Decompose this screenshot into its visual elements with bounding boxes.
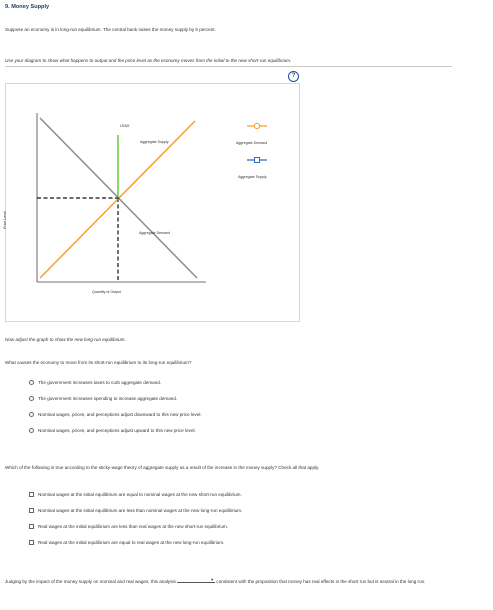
checkbox[interactable]: [29, 508, 34, 513]
adjust-instruction: Now adjust the graph to show the new long-run equilibrium.: [5, 337, 126, 342]
divider: [5, 66, 452, 67]
causes-option[interactable]: Nominal wages, prices, and perceptions adjust upward to this new price level.: [29, 428, 196, 433]
judging-question: Judging by the impact of the money supply on nominal and real wages, this analysis ▼ consistent with the proposition that money has real effects in the short run but is neutral in the long run.: [5, 577, 426, 584]
lras-label: LRAS: [120, 124, 130, 128]
checkbox[interactable]: [29, 524, 34, 529]
demand-label: Aggregate Demand: [139, 231, 171, 235]
radio-button[interactable]: [29, 428, 34, 433]
y-axis-label: Price Level: [2, 211, 7, 229]
sticky-option[interactable]: Nominal wages at the initial equilibrium are equal to nominal wages at the new short-run equilibrium.: [29, 492, 242, 497]
sticky-option[interactable]: Nominal wages at the initial equilibrium are less than nominal wages at the new long-run equilibrium.: [29, 508, 242, 513]
page-title: 9. Money Supply: [5, 4, 50, 10]
graph-instruction: Use your diagram to show what happens to output and the price level as the economy moves from the initial to the new short-run equilibrium.: [5, 58, 292, 63]
causes-option[interactable]: The government increases taxes to curb aggregate demand.: [29, 380, 161, 385]
graph-canvas[interactable]: [6, 84, 299, 321]
equilibrium-point-icon: +: [115, 196, 121, 202]
help-circle-icon[interactable]: ?: [288, 71, 299, 82]
sticky-option[interactable]: Real wages at the initial equilibrium are equal to real wages at the new long-run equilibrium.: [29, 540, 224, 545]
sticky-option[interactable]: Real wages at the initial equilibrium are less than real wages at the new short-run equilibrium.: [29, 524, 228, 529]
radio-button[interactable]: [29, 412, 34, 417]
radio-button[interactable]: [29, 380, 34, 385]
legend-demand-label: Aggregate Demand: [236, 141, 268, 145]
graph-panel[interactable]: [2, 83, 300, 322]
square-marker-icon[interactable]: [255, 158, 260, 163]
causes-option[interactable]: Nominal wages, prices, and perceptions adjust downward to this new price level.: [29, 412, 202, 417]
circle-marker-icon[interactable]: [254, 123, 259, 128]
causes-option[interactable]: The government increases spending to increase aggregate demand.: [29, 396, 177, 401]
chevron-down-icon[interactable]: ▼: [210, 577, 215, 582]
supply-label: Aggregate Supply: [140, 140, 169, 144]
x-axis-label: Quantity of Output: [92, 290, 122, 294]
sticky-wage-question: Which of the following is true according to the sticky-wage theory of aggregate supply as a result of the increase in the money supply? Check all that apply.: [5, 465, 320, 470]
radio-button[interactable]: [29, 396, 34, 401]
judging-dropdown[interactable]: [177, 577, 215, 583]
problem-intro: Suppose an economy is in long-run equilibrium. The central bank raises the money supply by 5 percent.: [5, 27, 216, 32]
legend-supply-label: Aggregate Supply: [238, 175, 267, 179]
checkbox[interactable]: [29, 492, 34, 497]
causes-question: What causes the economy to move from its short-run equilibrium to its long-run equilibrium?: [5, 360, 192, 365]
checkbox[interactable]: [29, 540, 34, 545]
